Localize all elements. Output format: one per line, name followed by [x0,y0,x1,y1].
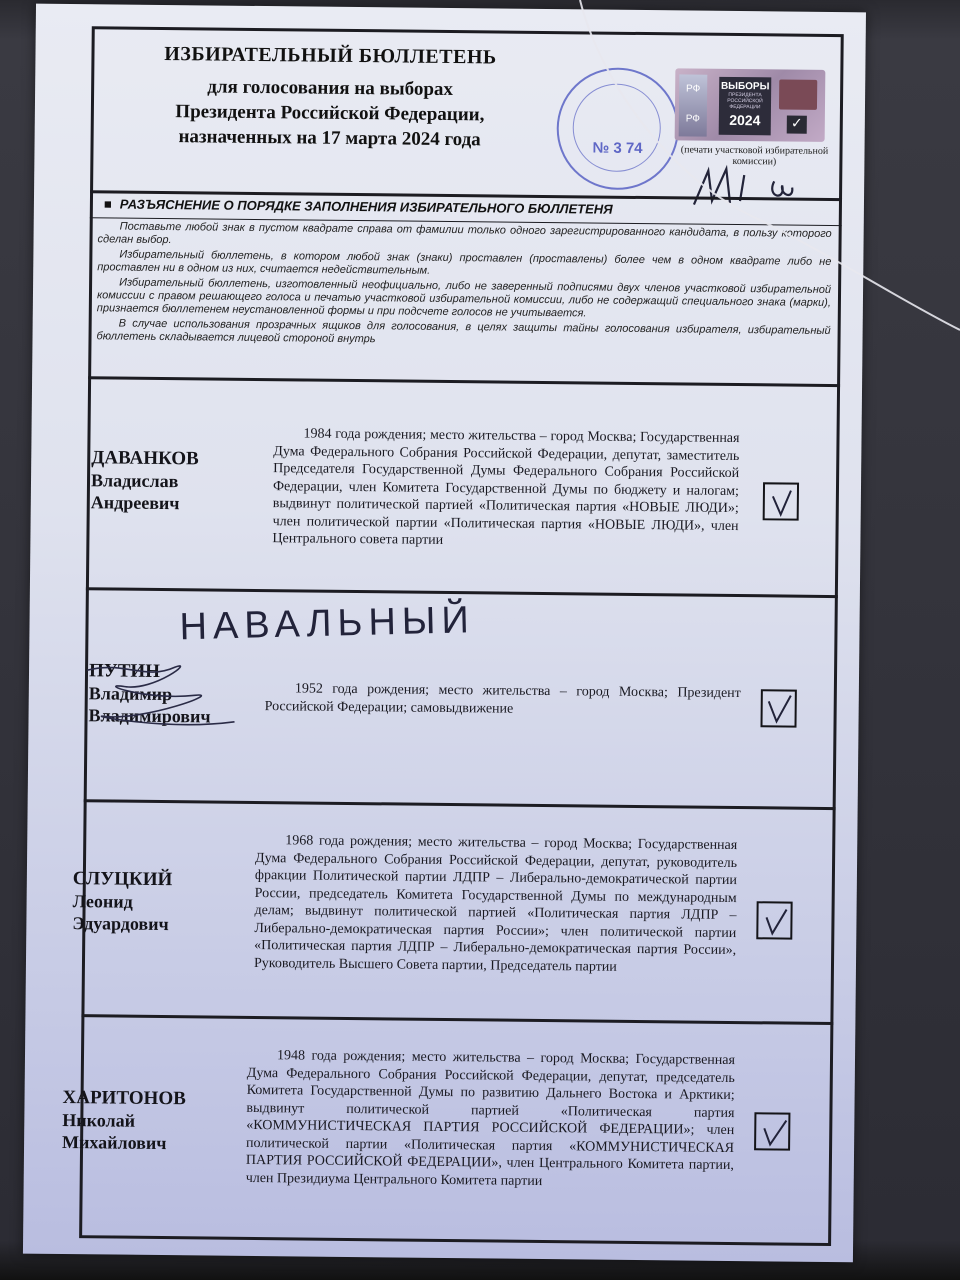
logo-subtext: ПРЕЗИДЕНТА РОССИЙСКОЙ ФЕДЕРАЦИИ [727,91,763,111]
candidate-patronymic: Владимирович [88,705,211,727]
candidate-patronymic: Эдуардович [72,913,169,935]
candidate-first-name: Николай [62,1109,136,1131]
candidate-info-text: 1948 года рождения; место жительства – город Москва; Государственная Дума Федерального Собрания Российской Федерации, депутат, председатель Комитета Государственной Думы по развитию Дальнего Востока и Арктики; выдвинут политической партией «Политическая партия «КОММУНИСТИЧЕСКАЯ ПАРТИЯ РОССИЙСКОЙ ФЕДЕРАЦИИ»; член политической партии «Политическая партия «КОММУНИСТИЧЕСКАЯ ПАРТИЯ РОССИЙСКОЙ ФЕДЕРАЦИИ», член Центрального Комитета партии, член Президиума Центрального Комитета партии [245,1048,736,1189]
check-mark-icon [758,903,794,941]
candidate-info-text: 1968 года рождения; место жительства – город Москва; Государственная Дума Федерального Собрания Российской Федерации, депутат, руководитель фракции Политической партии ЛДПР – Либерально-демократической партии России, председатель Комитета Государственной Думы по международным делам; выдвинут политической партией «Политическая партия ЛДПР – Либерально-демократическая партия России»; член политической партии «Политическая партия ЛДПР – Либерально-демократическая партия России», Руководитель Высшего Совета партии, Председатель партии [253,833,738,975]
candidate-info-text: 1984 года рождения; место жительства – город Москва; Государственная Дума Федерального Собрания Российской Федерации, депутат, заместитель Председателя Государственной Думы Федерального Собрания Российской Федерации, член Комитета Государственной Думы по бюджету и налогам; выдвинут политической партией «Политическая партия «НОВЫЕ ЛЮДИ»; член политической партии «Политическая партия «НОВЫЕ ЛЮДИ», член Центрального совета партии [272,426,740,548]
instructions-heading-text: РАЗЪЯСНЕНИЕ О ПОРЯДКЕ ЗАПОЛНЕНИЯ ИЗБИРАТЕЛЬНОГО БЮЛЛЕТЕНЯ [119,196,613,217]
subtitle-line-2: Президента Российской Федерации, [175,101,485,126]
candidate-patronymic: Михайлович [61,1131,167,1154]
candidate-first-name: Владимир [88,683,173,705]
instruction-paragraph: Поставьте любой знак в пустом квадрате справа от фамилии только одного зарегистрированного кандидата, в пользу которого сделан выбор. [97,220,832,246]
check-mark-icon [762,691,798,729]
candidate-row-slutsky [72,802,835,1020]
handwritten-note: НАВАЛЬНЫЙ [179,599,476,649]
candidate-name [72,868,172,935]
logo-year: 2024 [729,111,761,129]
holo-label-bottom: РФ [685,113,700,125]
holo-label-top: РФ [686,83,701,95]
candidate-info [265,680,741,720]
logo-word: ВЫБОРЫ [720,80,770,93]
ballot-title: ИЗБИРАТЕЛЬНЫЙ БЮЛЛЕТЕНЬ [164,43,497,69]
ballot-header [95,42,566,153]
candidate-surname: СЛУЦКИЙ [72,868,173,891]
vote-checkbox-slutsky[interactable] [756,901,792,939]
seal-number: № 3 74 [592,139,643,158]
candidate-surname: ПУТИН [88,660,161,682]
candidate-surname: ДАВАНКОВ [91,447,199,470]
check-mark-icon [756,1114,792,1152]
candidate-first-name: Леонид [72,891,133,912]
scribble-icon [84,650,255,742]
candidate-first-name: Владислав [90,470,179,492]
check-mark-icon [765,484,801,522]
candidate-patronymic: Андреевич [90,492,180,514]
ballot-subtitle [95,73,566,153]
candidate-row-kharitonov [61,1017,833,1235]
subtitle-line-3: назначенных на 17 марта 2024 года [178,126,481,151]
candidate-surname: ХАРИТОНОВ [62,1086,186,1110]
candidate-info-text: 1952 года рождения; место жительства – город Москва; Президент Российской Федерации; самовыдвижение [264,681,741,717]
vote-checkbox-kharitonov[interactable] [754,1112,790,1150]
candidate-info [246,1047,735,1192]
instruction-paragraph: Избирательный бюллетень, изготовленный неофициально, либо не заверенный подписями двух членов участковой избирательной комиссии с правом решающего голоса и печатью участковой избирательной комиссии, либо не содержащий специального знака (марки), признается бюллетенем неустановленной формы и при подсчете голосов не учитывается. [96,276,832,319]
vote-checkbox-putin[interactable] [760,689,796,727]
bullet-icon: ■ [103,196,112,212]
pen-line-icon [560,0,960,340]
candidate-info [254,832,737,977]
candidate-row-davankov [86,379,840,597]
vote-checkbox-davankov[interactable] [763,482,799,520]
commission-note: (печати участковой избирательной комиссии) [680,144,829,168]
candidate-name [62,1087,186,1154]
candidate-info [272,425,739,552]
instruction-paragraph: В случае использования прозрачных ящиков для голосования, в целях защиты тайны голосования избирателя, избирательный бюллетень складывается лицевой стороной внутрь [96,317,831,345]
stamp-check-icon: ✓ [787,116,807,134]
candidate-name [91,447,199,514]
subtitle-line-1: для голосования на выборах [207,76,454,101]
instruction-paragraph: Избирательный бюллетень, в котором любой знак (знаки) проставлен (проставлены) более чем в одном квадрате либо не проставлен ни в одном из них, считается недействительным. [97,248,832,277]
